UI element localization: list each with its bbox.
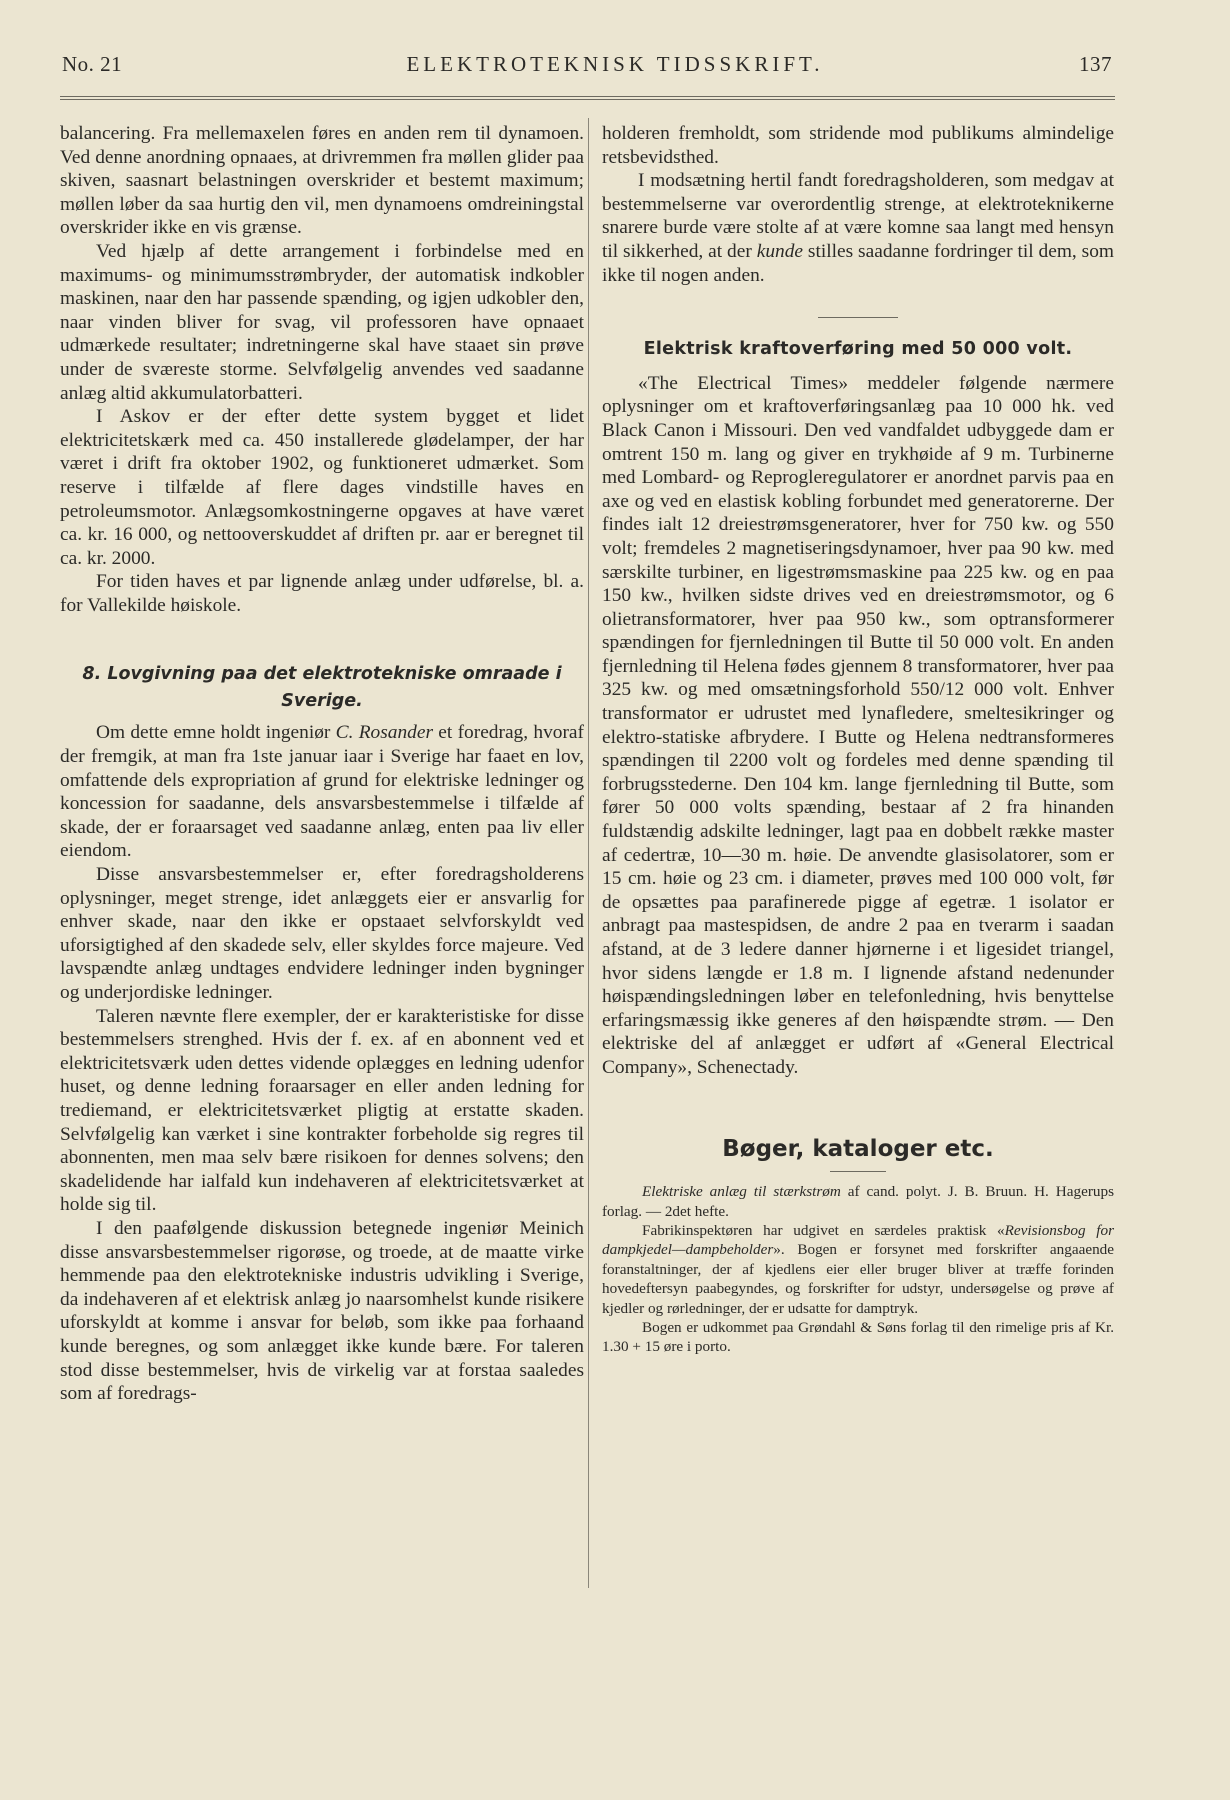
paragraph: I Askov er der efter dette system bygget et lidet elektricitetskærk med ca. 450 installerede glødelamper, der har været i drift fra oktober 1902, og funktioneret udmærket. Som reserve i tilfælde af flere dages vindstille haves en petroleumsmotor. Anlægsomkostningerne opgaves at have været ca. kr. 16 000, og nettooverskuddet af driften pr. aar er beregnet til ca. kr. 2000. xyxy=(60,406,584,569)
person-name: C. Rosander xyxy=(335,722,434,744)
section-heading: 8. Lovgivning paa det elektrotekniske omraade i Sverige. xyxy=(82,664,562,712)
text: et foredrag, hvoraf der fremgik, at man fra 1ste januar iaar i Sverige har faaet en lov, omfattende dels expropriation af grund for elektriske ledninger og koncession for saadanne, dels ansvarsbestemmelse i tilfælde af skade, der er foraarsaget ved saadanne anlæg, enten paa liv eller eiendom. xyxy=(60,722,584,862)
paragraph: holderen fremholdt, som stridende mod publikums almindelige retsbevidsthed. xyxy=(602,123,1114,168)
book-title: Elektriske anlæg til stærkstrøm xyxy=(642,1183,841,1201)
text: ». Bogen er forsynet med forskrifter angaaende foranstaltninger, der af kjedlens eier eller bruger bliver at træffe forinden hovedeftersyn paabegyndes, og forskrifter for udstyr, undersøgelse og prøve af kjedler og rørledninger, der er udsatte for damptryk. xyxy=(602,1241,1114,1317)
paragraph xyxy=(60,721,584,863)
left-column xyxy=(60,122,584,1406)
paragraph xyxy=(602,1182,1114,1221)
text: af cand. polyt. J. B. Bruun. H. Hagerups forlag. — 2det hefte. xyxy=(602,1183,1114,1220)
paragraph: Ved hjælp af dette arrangement i forbindelse med en maximums- og minimumsstrømbryder, der automatisk indkobler maskinen, naar den har passende spænding, og igjen udkobler den, naar vinden bliver for svag, vil professoren have opnaaet udmærkede resultater; indretningerne skal have staaet sin prøve under de sværeste storme. Selvfølgelig anvendes ved saadanne anlæg altid akkumulatorbatteri. xyxy=(60,240,584,404)
section-separator xyxy=(818,317,898,318)
paragraph xyxy=(602,1221,1114,1318)
issue-number: No. 21 xyxy=(62,52,123,76)
text: Fabrikinspektøren har udgivet en særdeles praktisk « xyxy=(642,1221,1005,1239)
right-column xyxy=(602,122,1114,1357)
emphasis: kunde xyxy=(756,240,804,262)
text: Om dette emne holdt ingeniør xyxy=(96,722,336,744)
paragraph: balancering. Fra mellemaxelen føres en anden rem til dynamoen. Ved denne anordning opnaaes, at drivremmen fra møllen glider paa skiven, saasnart belastningen overskrider et bestemt maximum; møllen løber da saa hurtig den vil, men dynamoens omdreiningstal overskrider ikke en vis grænse. xyxy=(60,123,584,239)
paragraph: Disse ansvarsbestemmelser er, efter foredragsholderens oplysninger, meget strenge, idet anlæggets eier er ansvarlig for enhver skade, naar den ikke er opstaaet selvforskyldt ved uforsigtighed af den skadede selv, eller skyldes force majeure. Ved lavspændte anlæg undtages endvidere ledninger inden bygninger og underjordiske ledninger. xyxy=(60,864,584,1003)
book-title: Revisionsbog for dampkjedel—dampbeholder xyxy=(602,1221,1114,1259)
text: I modsætning hertil fandt foredragsholderen, som medgav at bestemmelserne var overordentlig strenge, at elektroteknikerne snarere burde være stolte af at være komne saa langt med hensyn til sikkerhed, at der xyxy=(602,170,1114,262)
heading-underline xyxy=(830,1171,886,1172)
paragraph: For tiden haves et par lignende anlæg under udførelse, bl. a. for Vallekilde høiskole. xyxy=(60,571,584,616)
text: stilles saadanne fordringer til dem, som ikke til nogen anden. xyxy=(602,240,1114,286)
paragraph: Bogen er udkommet paa Grøndahl & Søns forlag til den rimelige pris af Kr. 1.30 + 15 øre i porto. xyxy=(602,1319,1114,1356)
section-heading: Elektrisk kraftoverføring med 50 000 volt. xyxy=(643,339,1073,360)
paragraph xyxy=(602,169,1114,287)
books-heading: Bøger, kataloger etc. xyxy=(722,1135,994,1162)
books-section xyxy=(602,1182,1114,1357)
column-divider xyxy=(588,118,589,1588)
page-number: 137 xyxy=(1079,52,1112,76)
header-double-rule xyxy=(60,96,1115,100)
paragraph: «The Electrical Times» meddeler følgende nærmere oplysninger om et kraftoverføringsanlæg paa 10 000 hk. ved Black Canon i Missouri. Den ved vandfaldet udbyggede dam er omtrent 150 m. lang og giver en trykhøide af 9 m. Turbinerne med Lombard- og Reprogleregulatorer er anordnet parvis paa en axe og ved en elastisk kobling forbundet med generatorerne. Der findes ialt 12 dreiestrømsgeneratorer, hver for 750 kw. og 550 volt; fremdeles 2 magnetiseringsdynamoer, hver paa 90 kw. med særskilte turbiner, en ligestrømsmaskine paa 225 kw. og en paa 150 kw., hvilken sidste drives ved en dreiestrømsmotor, og 6 olietransformatorer, hver paa 950 kw., som optransformerer spændingen for fjernledningen til Butte til 50 000 volt. En anden fjernledning til Helena fødes gjennem 8 transformatorer, hver paa 325 kw. og med omsætningsforhold 550/12 000 volt. Enhver transformator er udrustet med lynafledere, smeltesikringer og elektro-statiske afbrydere. I Butte og Helena nedtransformeres spændingen til 2200 volt og fordeles med denne spænding til forbrugsstederne. Den 104 km. lange fjernledning til Butte, som fører 50 000 volts spænding, bestaar af 2 fra hinanden fuldstændig adskilte ledninger, lagt paa en dobbelt række master af cedertræ, 10—30 m. høie. De anvendte glasisolatorer, som er 15 cm. høie og 23 cm. i diameter, prøves med 100 000 volt, før de opsættes paa parafinerede pigge af egetræ. 1 isolator er anbragt paa mastespidsen, de andre 2 paa en tverarm i saadan afstand, at de 3 ledere danner hjørnerne i et ligesidet triangel, hvor sidens længde er 1.8 m. I lignende afstand nedenunder høispændingsledningen løber en telefonledning, hvis benyttelse erfaringsmæssig ikke generes af den høispændte strøm. — Den elektriske del af anlægget er udført af «General Electrical Company», Schenectady. xyxy=(602,372,1114,1078)
paragraph: I den paafølgende diskussion betegnede ingeniør Meinich disse ansvarsbestemmelser rigorøse, og troede, at de maatte virke hemmende paa den elektrotekniske industris udvikling i Sverige, da indehaveren af et elektrisk anlæg jo naarsomhelst kunde risikere uforskyldt at komme i ansvar for beløb, som ikke paa forhaand kunde beregnes, og som anlægget ikke kunde bære. For taleren stod disse bestemmelser, hvis de virkelig var at forstaa saaledes som af foredrags- xyxy=(60,1217,584,1405)
paragraph: Taleren nævnte flere exempler, der er karakteristiske for disse bestemmelsers strenghed. Hvis der f. ex. af en abonnent ved et elektricitetsværk uden dettes vidende oplægges en ledning udenfor huset, og denne ledning foraarsager en eller anden ledning for trediemand, er elektricitetsværket pligtig at erstatte skaden. Selvfølgelig kan værket i sine kontrakter forbeholde sig regres til abonnenten, men maa selv bære risikoen for dennes solvens; den skadelidende har ialfald kun indehaveren af elektricitetsværket at holde sig til. xyxy=(60,1005,584,1216)
journal-title: ELEKTROTEKNISK TIDSSKRIFT. xyxy=(406,52,824,76)
